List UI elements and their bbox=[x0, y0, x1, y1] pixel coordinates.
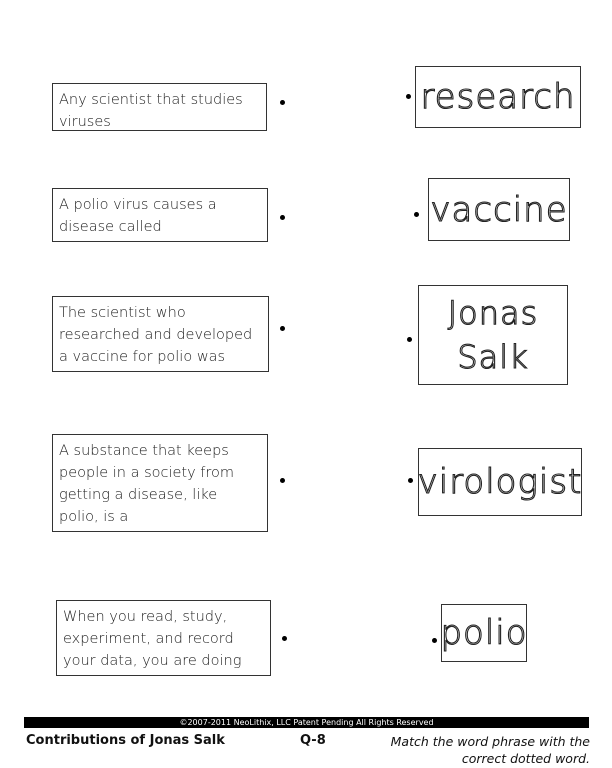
word-polio: polio bbox=[440, 613, 528, 653]
clue-dot-3[interactable] bbox=[280, 326, 285, 331]
word-dot-2[interactable] bbox=[414, 212, 419, 217]
clue-box-2: A polio virus causes a disease called bbox=[52, 188, 268, 242]
word-dot-1[interactable] bbox=[406, 94, 411, 99]
worksheet-title: Contributions of Jonas Salk bbox=[26, 733, 225, 748]
word-box-4 bbox=[418, 448, 582, 516]
word-box-5 bbox=[441, 604, 527, 662]
word-box-3 bbox=[418, 285, 568, 385]
word-dot-5[interactable] bbox=[432, 638, 437, 643]
worksheet-instruction: Match the word phrase with the correct dotted word. bbox=[390, 734, 590, 766]
clue-dot-1[interactable] bbox=[280, 100, 285, 105]
word-dot-4[interactable] bbox=[408, 478, 413, 483]
word-vaccine: vaccine bbox=[430, 189, 568, 230]
clue-box-4: A substance that keeps people in a society from getting a disease, like polio, is a bbox=[52, 434, 268, 532]
clue-dot-4[interactable] bbox=[280, 478, 285, 483]
word-research: research bbox=[420, 77, 576, 117]
word-dot-3[interactable] bbox=[407, 337, 412, 342]
clue-box-5: When you read, study, experiment, and record your data, you are doing bbox=[56, 600, 271, 676]
clue-box-3: The scientist who researched and developed a vaccine for polio was bbox=[52, 296, 269, 372]
clue-dot-5[interactable] bbox=[282, 636, 287, 641]
word-jonas-salk: Jonas Salk bbox=[447, 294, 539, 376]
copyright-bar: ©2007-2011 NeoLithix, LLC Patent Pending All Rights Reserved bbox=[24, 717, 589, 728]
word-box-2 bbox=[428, 178, 570, 241]
clue-dot-2[interactable] bbox=[280, 215, 285, 220]
word-virologist: virologist bbox=[417, 462, 583, 502]
word-box-1 bbox=[415, 66, 581, 128]
clue-box-1: Any scientist that studies viruses bbox=[52, 83, 267, 131]
worksheet-code: Q-8 bbox=[300, 733, 326, 748]
